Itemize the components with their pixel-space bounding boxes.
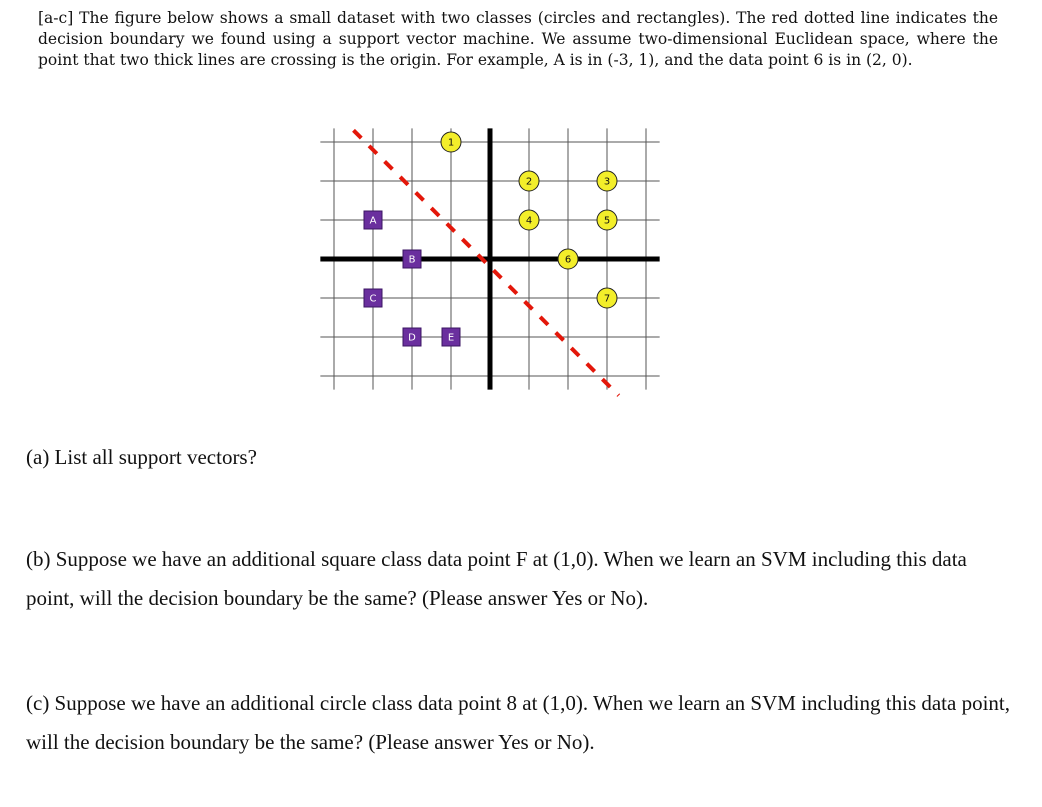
circle-point-4 [519,210,539,230]
problem-intro: [a-c] The figure below shows a small dataset with two classes (circles and rectangles). The red dotted line indicates the decision boundary we found using a support vector machine. We assume two-dimensional Euclidean space, where the point that two thick lines are crossing is the origin. For example, A is in (-3, 1), and the data point 6 is in (2, 0). [38,9,998,69]
square-point-A [364,211,382,229]
circle-label: 1 [447,137,455,149]
circle-point-6 [558,249,578,269]
square-label: B [408,254,416,266]
circle-label: 4 [525,215,533,227]
question-a: (a) List all support vectors? [26,445,257,469]
question-b: (b) Suppose we have an additional square class data point F at (1,0). When we learn an SVM including this data point, will the decision boundary be the same? (Please answer Yes or No). [26,547,967,610]
square-label: D [408,332,416,344]
square-label: C [369,293,377,305]
decision-boundary [354,130,619,395]
circle-point-3 [597,171,617,191]
circle-point-5 [597,210,617,230]
circle-point-2 [519,171,539,191]
circle-label: 6 [564,254,572,266]
question-c: (c) Suppose we have an additional circle class data point 8 at (1,0). When we learn an SVM including this data point, will the decision boundary be the same? (Please answer Yes or No). [26,691,1011,754]
square-label: E [447,332,455,344]
circle-label: 2 [525,176,533,188]
square-point-E [442,328,460,346]
square-label: A [369,215,377,227]
square-point-B [403,250,421,268]
square-point-C [364,289,382,307]
circle-point-1 [441,132,461,152]
circle-label: 5 [603,215,611,227]
circle-point-7 [597,288,617,308]
svm-figure [320,118,660,400]
square-point-D [403,328,421,346]
circle-label: 7 [603,293,611,305]
circle-label: 3 [603,176,611,188]
